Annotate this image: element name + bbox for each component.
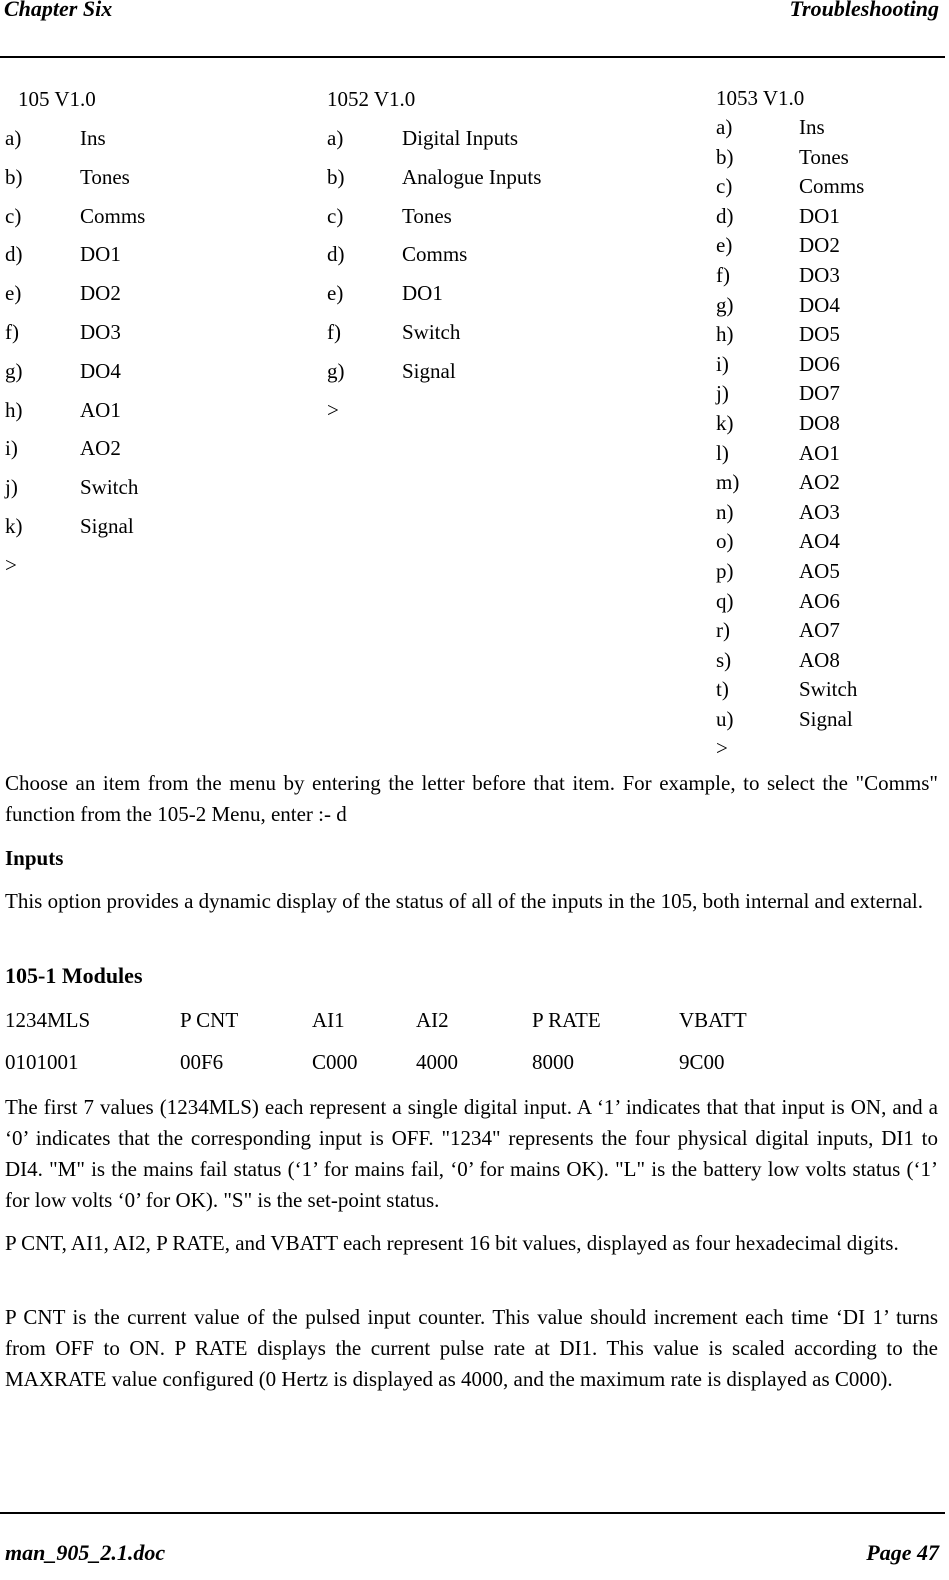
menu-prompt: > — [5, 552, 17, 577]
menu-item — [716, 409, 864, 439]
menu-item-label: AO2 — [80, 436, 121, 461]
menu-item-letter: h) — [716, 322, 734, 347]
menu-item — [327, 278, 541, 317]
menu-item — [5, 511, 145, 550]
chapter-title: Chapter Six — [4, 0, 113, 21]
footer-rule — [0, 1512, 945, 1514]
menu-item-label: AO1 — [799, 440, 840, 465]
menu-item-label: AO2 — [799, 470, 840, 495]
table-value-cell: 4000 — [416, 1050, 458, 1074]
menu-item-label: Signal — [402, 358, 456, 383]
pcnt-paragraph: P CNT, AI1, AI2, P RATE, and VBATT each represent 16 bit values, displayed as four hexadecimal digits. — [5, 1231, 899, 1255]
first-values-paragraph: The first 7 values (1234MLS) each represent a single digital input. A ‘1’ indicates that that input is ON, and a ‘0’ indicates that the corresponding input is OFF. "1234" represents the four physical digital inputs, DI1 to DI4. "M" is the mains fail status (‘1’ for mains fail, ‘0’ for mains OK). "L" is the battery low volts status (‘1’ for low volts ‘0’ for OK). "S" is the set-point status. — [5, 1095, 938, 1212]
section-title: Troubleshooting — [789, 0, 939, 21]
menu-item — [716, 646, 864, 676]
menu-item-letter: g) — [5, 358, 23, 383]
menu-item-letter: t) — [716, 677, 729, 702]
menu-items — [716, 113, 864, 734]
menu-item — [327, 239, 541, 278]
menu-1052 — [327, 84, 541, 425]
menu-item — [716, 143, 864, 173]
menu-item-label: Tones — [402, 203, 452, 228]
menu-item-label: DO3 — [799, 262, 840, 287]
menu-item-letter: o) — [716, 529, 734, 554]
menu-item — [327, 201, 541, 240]
menu-item-letter: b) — [5, 164, 23, 189]
menu-item-letter: a) — [716, 115, 733, 139]
menu-item — [327, 123, 541, 162]
menu-item-label: DO7 — [799, 381, 840, 406]
table-value-cell: 0101001 — [5, 1050, 79, 1074]
menu-item-label: AO7 — [799, 618, 840, 643]
menu-item — [5, 472, 145, 511]
menu-item-label: DO3 — [80, 319, 121, 344]
menu-item — [5, 123, 145, 162]
menu-item-letter: u) — [716, 706, 734, 731]
menu-prompt: > — [716, 736, 728, 761]
inputs-heading: Inputs — [5, 846, 64, 870]
menu-item-label: DO1 — [80, 242, 121, 267]
menu-item-letter: r) — [716, 618, 730, 643]
menu-item-label: DO6 — [799, 351, 840, 376]
menu-item — [5, 356, 145, 395]
menu-item — [716, 202, 864, 232]
menu-item-letter: d) — [5, 242, 23, 267]
document-name: man_905_2.1.doc — [5, 1540, 166, 1565]
menu-item — [327, 162, 541, 201]
menu-item — [327, 317, 541, 356]
menu-item-label: Switch — [799, 677, 858, 702]
menu-item-label: Switch — [80, 475, 139, 500]
table-header-cell: 1234MLS — [5, 1008, 91, 1032]
menu-item-label: Ins — [799, 115, 825, 139]
pcnt-detail-paragraph: P CNT is the current value of the pulsed input counter. This value should increment each time ‘DI 1’ turns from OFF to ON. P RATE displays the current pulse rate at DI1. This value is scaled according to the MAXRATE value configured (0 Hertz is displayed as 4000, and the maximum rate is displayed as C000). — [5, 1305, 938, 1391]
header-rule — [0, 56, 945, 58]
menu-item-letter: j) — [5, 475, 18, 500]
menu-item-label: AO3 — [799, 499, 840, 524]
menu-item — [327, 356, 541, 395]
menu-items — [5, 123, 145, 550]
menu-item-letter: k) — [716, 410, 734, 435]
menu-item-letter: g) — [716, 292, 734, 317]
menu-title: 1053 V1.0 — [716, 86, 805, 110]
menu-item-letter: q) — [716, 588, 734, 613]
table-value-cell: C000 — [312, 1050, 358, 1074]
menu-item-label: AO8 — [799, 647, 840, 672]
menu-item-letter: p) — [716, 558, 734, 583]
menu-item-label: Signal — [80, 513, 134, 538]
menu-item-letter: l) — [716, 440, 729, 465]
menu-item-letter: c) — [327, 203, 344, 228]
menu-item — [5, 162, 145, 201]
menu-item — [716, 350, 864, 380]
menu-item — [5, 278, 145, 317]
menu-item — [716, 231, 864, 261]
menu-item — [716, 439, 864, 469]
menu-item-letter: j) — [716, 381, 729, 406]
choose-paragraph: Choose an item from the menu by entering the letter before that item. For example, to select the "Comms" function from the 105-2 Menu, enter :- d — [5, 771, 938, 826]
menu-item-label: DO2 — [799, 233, 840, 258]
menu-item-label: Ins — [80, 126, 106, 150]
table-header-cell: P RATE — [532, 1008, 601, 1032]
menu-item-letter: n) — [716, 499, 734, 524]
menu-item — [716, 113, 864, 143]
menu-item-letter: k) — [5, 513, 23, 538]
menu-item-letter: i) — [5, 436, 18, 461]
menu-1053 — [716, 84, 864, 762]
menu-item-letter: s) — [716, 647, 732, 672]
table-header-cell: AI1 — [312, 1008, 345, 1032]
menu-item-letter: i) — [716, 351, 729, 376]
menu-item-letter: e) — [327, 281, 344, 306]
menu-item-label: Tones — [799, 144, 849, 169]
menu-item-label: AO1 — [80, 397, 121, 422]
menu-item-label: AO4 — [799, 529, 840, 554]
menu-item-letter: c) — [5, 203, 22, 228]
menu-item — [716, 320, 864, 350]
menu-item-letter: c) — [716, 174, 733, 199]
menu-item-label: AO5 — [799, 558, 840, 583]
menu-item-letter: a) — [327, 126, 344, 150]
menu-title: 1052 V1.0 — [327, 87, 416, 111]
menu-item — [5, 317, 145, 356]
menu-item-letter: d) — [327, 242, 345, 267]
menu-item-letter: d) — [716, 203, 734, 228]
menu-item-label: Signal — [799, 706, 853, 731]
menu-item-label: Digital Inputs — [402, 126, 519, 150]
menu-item-label: Tones — [80, 164, 130, 189]
menu-item — [716, 498, 864, 528]
table-header-cell: VBATT — [679, 1008, 747, 1032]
table-value-cell: 9C00 — [679, 1050, 725, 1074]
menu-item-label: DO4 — [799, 292, 840, 317]
menu-item-letter: m) — [716, 470, 740, 495]
menu-item — [716, 291, 864, 321]
menu-item — [716, 705, 864, 735]
menu-item-label: DO1 — [402, 281, 443, 306]
menu-item — [716, 557, 864, 587]
menu-item — [716, 527, 864, 557]
menu-item-label: DO4 — [80, 358, 121, 383]
menu-item — [5, 395, 145, 434]
menu-105 — [5, 84, 145, 580]
menu-item-label: DO5 — [799, 322, 840, 347]
menu-item-letter: g) — [327, 358, 345, 383]
menu-item-letter: f) — [327, 319, 341, 344]
menu-item-label: Comms — [799, 174, 865, 199]
menu-item-label: Analogue Inputs — [402, 164, 542, 189]
menu-item — [716, 616, 864, 646]
menu-item-label: Comms — [402, 242, 468, 267]
menu-item-letter: a) — [5, 126, 22, 150]
menu-item — [5, 201, 145, 240]
menu-item — [716, 587, 864, 617]
menu-item-label: Switch — [402, 319, 461, 344]
table-header-cell: P CNT — [180, 1008, 239, 1032]
menu-title: 105 V1.0 — [18, 87, 96, 111]
menu-item-letter: h) — [5, 397, 23, 422]
menu-item-letter: b) — [327, 164, 345, 189]
menu-item-label: DO8 — [799, 410, 840, 435]
menu-prompt: > — [327, 397, 339, 422]
menu-item — [5, 239, 145, 278]
menu-item — [716, 675, 864, 705]
menu-item-letter: e) — [716, 233, 733, 258]
menu-item — [716, 379, 864, 409]
page-number: Page 47 — [866, 1540, 939, 1565]
table-value-cell: 8000 — [532, 1050, 574, 1074]
menu-item-label: Comms — [80, 203, 146, 228]
menu-item-label: AO6 — [799, 588, 840, 613]
menu-item-letter: f) — [5, 319, 19, 344]
menu-item-label: DO2 — [80, 281, 121, 306]
modules-heading: 105-1 Modules — [5, 963, 143, 988]
menu-item-letter: f) — [716, 262, 730, 287]
menu-item — [5, 433, 145, 472]
table-value-cell: 00F6 — [180, 1050, 224, 1074]
table-header-cell: AI2 — [416, 1008, 449, 1032]
menu-item — [716, 172, 864, 202]
inputs-paragraph: This option provides a dynamic display of the status of all of the inputs in the 105, both internal and external. — [5, 889, 923, 913]
menu-item — [716, 468, 864, 498]
menu-item-letter: e) — [5, 281, 22, 306]
menu-item — [716, 261, 864, 291]
menu-items — [327, 123, 541, 395]
menu-item-label: DO1 — [799, 203, 840, 228]
menu-item-letter: b) — [716, 144, 734, 169]
